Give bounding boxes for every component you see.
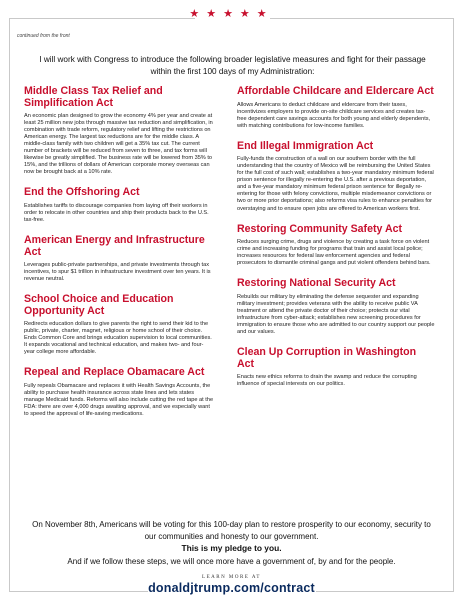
section-community-safety — [237, 224, 435, 268]
right-column — [237, 86, 435, 399]
section-body: Reduces surging crime, drugs and violence by creating a task force on violent crime and increasing funding for programs that train and assist local police; increases resources for federal law enforcement agencies and federal prosecutors to dismantle criminal gangs and put violent offenders behind bars. — [237, 239, 431, 267]
section-national-security — [237, 278, 435, 336]
section-title: Repeal and Replace Obamacare Act — [24, 366, 205, 379]
section-body: Fully-funds the construction of a wall on our southern border with the full understanding that the country of Mexico will be reimbursing the United States for the full cost of such wall; establishes a two-year mandatory minimum federal prison sentence for illegally re-entering the U.S. after a previous deportation, and a five-year mandatory minimum federal prison sentence for illegally re-entering for those with felony convictions, multiple misdemeanor convictions or two or more prior deportations; also reforms visa rules to enhance penalties for overstaying and to ensure open jobs are offered to American workers first. — [237, 156, 434, 212]
section-body: Fully repeals Obamacare and replaces it with Health Savings Accounts, the ability to purchase health insurance across state lines and lets states manage Medicaid funds. Reforms will also include cutting the red tape at the FDA: there are over 4,000 drugs awaiting approval, and we especially want to speed the approval of life-saving medications. — [24, 382, 214, 418]
section-corruption — [237, 347, 435, 388]
section-body: Enacts new ethics reforms to drain the swamp and reduce the corrupting influence of special interests on our politics. — [237, 374, 417, 388]
section-title: Restoring National Security Act — [237, 277, 396, 290]
left-column — [24, 86, 214, 429]
pledge-line: This is my pledge to you. — [181, 543, 282, 553]
section-childcare — [237, 86, 435, 130]
section-immigration — [237, 141, 435, 213]
section-title: Affordable Childcare and Eldercare Act — [237, 85, 434, 97]
continued-note: continued from the front — [17, 33, 70, 39]
section-school-choice — [24, 294, 214, 356]
section-title: Middle Class Tax Relief and Simplification Act — [24, 85, 163, 109]
section-offshoring — [24, 187, 214, 224]
section-tax-relief — [24, 86, 214, 176]
section-body: Leverages public-private partnerships, and private investments through tax incentives, to spur $1 trillion in infrastructure investment over ten years. It is revenue neutral. — [24, 262, 211, 283]
section-title: American Energy and Infrastructure Act — [24, 234, 205, 258]
section-body: An economic plan designed to grow the economy 4% per year and create at least 25 million new jobs through massive tax reduction and simplification, in combination with trade reform, regulatory relief and lifting the restrictions on American energy. The largest tax reductions are for the middle class. A middle-class family with two children will get a 35% tax cut. The current number of brackets will be reduced from seven to three, and tax forms will likewise be greatly simplified. The business rate will be lowered from 35% to 15%, and the trillions of dollars of American corporate money overseas can now be brought back at a 10% rate. — [24, 113, 213, 176]
star-row: ★★★★★ — [189, 8, 274, 20]
section-energy-infrastructure — [24, 235, 214, 283]
closing-paragraph: On November 8th, Americans will be voting for this 100-day plan to restore prosperity to our economy, security to our communities and honesty to our government. — [32, 520, 431, 541]
section-obamacare — [24, 367, 214, 418]
section-body: Establishes tariffs to discourage companies from laying off their workers in order to relocate in other countries and ship their products back to the U.S. tax-free. — [24, 202, 209, 224]
section-body: Redirects education dollars to give parents the right to send their kid to the public, private, charter, magnet, religious or home school of their choice. Ends Common Core and brings education supervision to local communities. It expands vocational and technical education, and makes two- and four-year college more affordable. — [24, 321, 212, 356]
contract-url-link[interactable]: donaldjtrump.com/contract — [148, 581, 315, 595]
section-title: End the Offshoring Act — [24, 186, 140, 199]
section-body: Allows Americans to deduct childcare and eldercare from their taxes, incentivizes employers to provide on-site childcare services and creates tax-free dependent care savings accounts for both young and elderly dependents, with matching contributions for low-income families. — [237, 101, 431, 129]
final-line: And if we follow these steps, we will once more have a government of, by and for the people. — [67, 557, 396, 566]
section-title: Restoring Community Safety Act — [237, 222, 403, 235]
section-title: Clean Up Corruption in Washington Act — [237, 346, 417, 370]
learn-more-label: LEARN MORE AT — [202, 575, 261, 580]
section-title: End Illegal Immigration Act — [237, 139, 374, 152]
section-body: Rebuilds our military by eliminating the defense sequester and expanding military investment; provides veterans with the ability to receive public VA treatment or attend the private doctor of their choice; protects our vital infrastructure from cyber-attack; establishes new screening procedures for immigration to ensure those who are admitted to our country support our people and our values. — [237, 293, 435, 335]
section-title: School Choice and Education Opportunity Act — [24, 293, 174, 317]
intro-paragraph: I will work with Congress to introduce the following broader legislative measures and fight for their passage within the first 100 days of my Administration: — [39, 55, 426, 76]
